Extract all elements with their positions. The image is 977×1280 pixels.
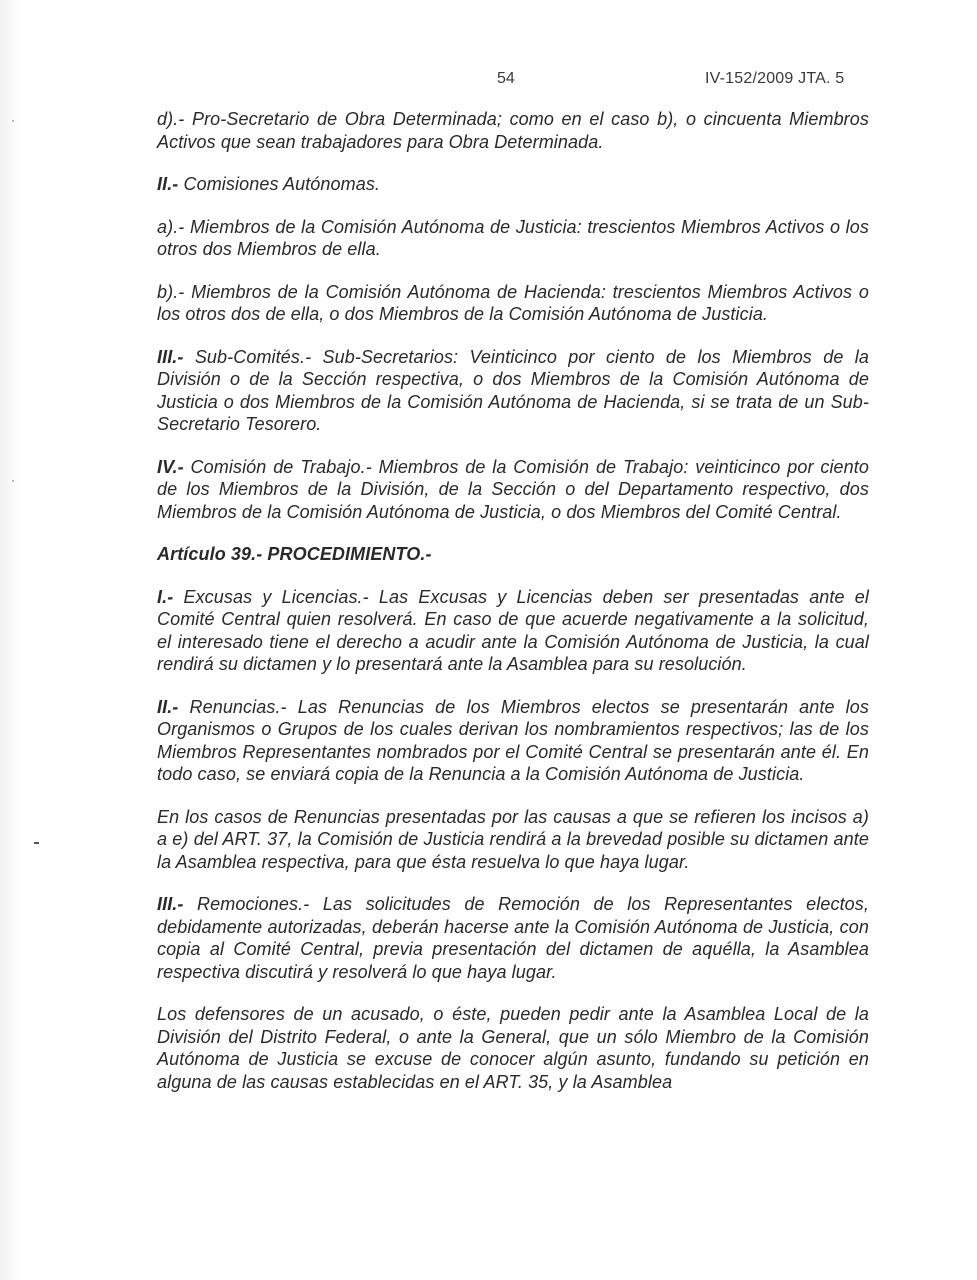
paragraph-text: Excusas y Licencias.- Las Excusas y Licencias deben ser presentadas ante el Comité Central quien resolverá. En caso de que acuerde negativamente a la solicitud, el interesado tiene el derecho a acudir ante la Comisión Autónoma de Justicia, la cual rendirá su dictamen y lo presentará ante la Asamblea para su resolución. (157, 586, 869, 674)
page-number: 54 (497, 70, 515, 87)
scan-speck (12, 480, 14, 482)
paragraph-text: Renuncias.- Las Renuncias de los Miembros electos se presentarán ante los Organismos o Grupos de los cuales derivan los nombramientos respectivos; las de los Miembros Representantes nombrados por el Comité Central se presentarán ante él. En todo caso, se enviará copia de la Renuncia a la Comisión Autónoma de Justicia. (157, 696, 869, 784)
scan-edge-shadow (0, 0, 22, 1280)
paragraph-defensores: Los defensores de un acusado, o éste, pueden pedir ante la Asamblea Local de la División del Distrito Federal, o ante la General, que un sólo Miembro de la Comisión Autónoma de Justicia se excuse de conocer algún asunto, fundando su petición en alguna de las causas establecidas en el ART. 35, y la Asamblea (157, 1004, 869, 1092)
paragraph-d: d).- Pro-Secretario de Obra Determinada; como en el caso b), o cincuenta Miembros Activos que sean trabajadores para Obra Determinada. (157, 109, 869, 152)
paragraph-procedure-iii (157, 893, 869, 983)
article-heading: Artículo 39.- PROCEDIMIENTO.- (157, 544, 432, 564)
paragraph-text: Remociones.- Las solicitudes de Remoción de los Representantes electos, debidamente autorizadas, deberán hacerse ante la Comisión Autónoma de Justicia, con copia al Comité Central, previa presentación del dictamen de aquélla, la Asamblea respectiva discutirá y resolverá lo que haya lugar. (157, 894, 869, 982)
paragraph-procedure-ii (157, 696, 869, 786)
section-number: II.- (157, 174, 179, 194)
section-number: III.- (157, 346, 184, 367)
section-number: II.- (157, 696, 179, 717)
document-reference: IV-152/2009 JTA. 5 (705, 70, 845, 87)
scan-speck (12, 120, 14, 122)
paragraph-text: Comisiones Autónomas. (178, 174, 381, 194)
paragraph-section-iii (157, 346, 869, 436)
paragraph-section-ii (157, 173, 869, 196)
paragraph-text: Sub-Comités.- Sub-Secretarios: Veinticinco por ciento de los Miembros de la División o de la Sección respectiva, o dos Miembros de la Comisión Autónoma de Justicia o dos Miembros de la Comisión Autónoma de Hacienda, si se trata de un Sub-Secretario Tesorero. (157, 346, 869, 434)
paragraph-procedure-i (157, 586, 869, 676)
paragraph-renuncias-causes: En los casos de Renuncias presentadas por las causas a que se refieren los incisos a) a e) del ART. 37, la Comisión de Justicia rendirá a la brevedad posible su dictamen ante la Asamblea respectiva, para que ésta resuelva lo que haya lugar. (157, 806, 869, 872)
margin-mark (34, 842, 39, 844)
paragraph-b: b).- Miembros de la Comisión Autónoma de Hacienda: trescientos Miembros Activos o los otros dos de ella, o dos Miembros de la Comisión Autónoma de Justicia. (157, 281, 869, 324)
page-header (0, 70, 977, 94)
paragraph-section-iv (157, 456, 869, 524)
section-number: I.- (157, 586, 174, 607)
document-body (157, 108, 869, 1113)
paragraph-text: Comisión de Trabajo.- Miembros de la Comisión de Trabajo: veinticinco por ciento de los Miembros de la División, de la Sección o del Departamento respectivo, dos Miembros de la Comisión Autónoma de Justicia, o dos Miembros del Comité Central. (157, 456, 869, 522)
section-number: IV.- (157, 456, 184, 477)
paragraph-a: a).- Miembros de la Comisión Autónoma de Justicia: trescientos Miembros Activos o los otros dos Miembros de ella. (157, 216, 869, 259)
section-number: III.- (157, 894, 184, 914)
